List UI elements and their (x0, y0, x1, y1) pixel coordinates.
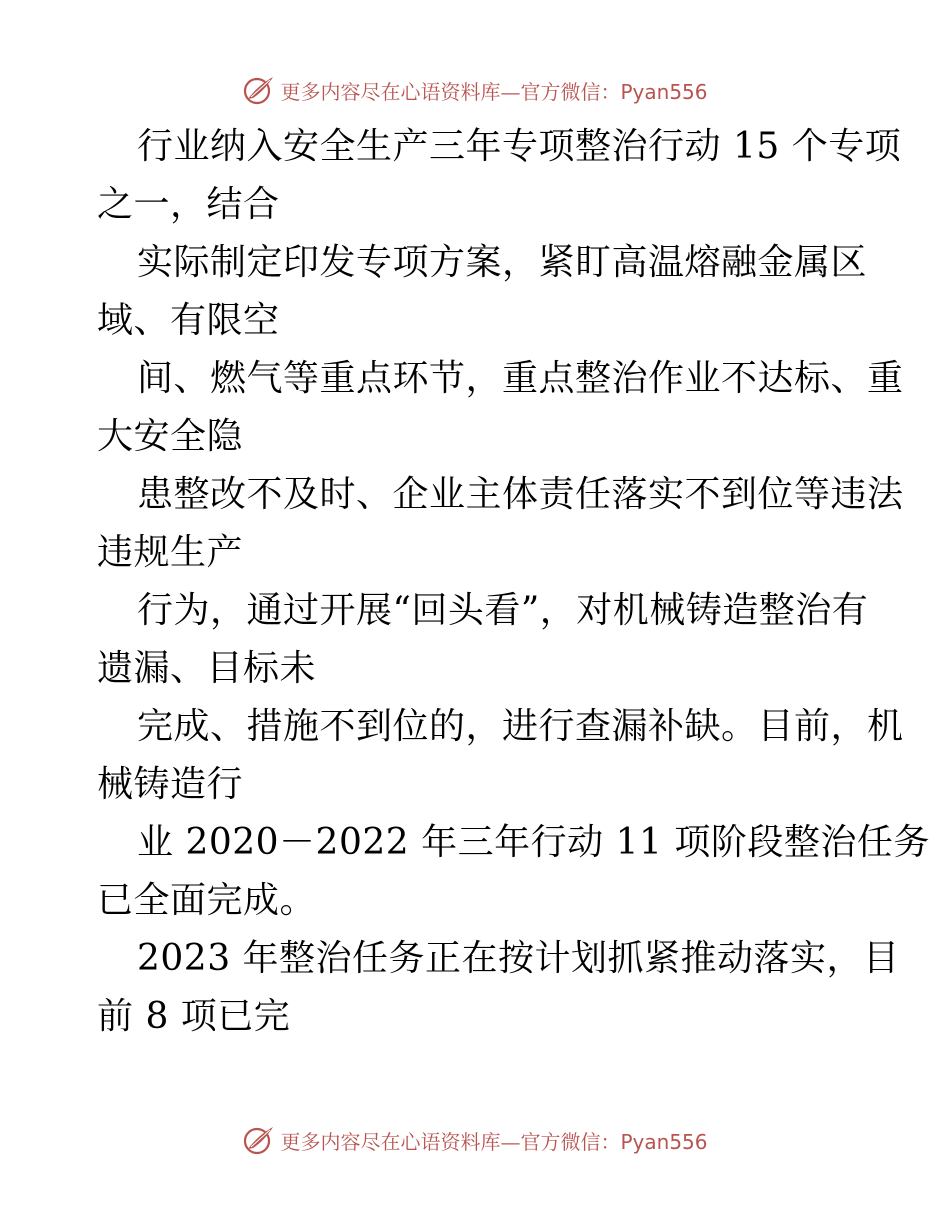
text-line: 行为，通过开展“回头看”，对机械铸造整治有 (137, 590, 869, 631)
text-line: 域、有限空 (97, 300, 280, 341)
header-watermark (0, 70, 950, 110)
text-line: 前 8 项已完 (97, 996, 291, 1037)
text-line: 完成、措施不到位的，进行查漏补缺。目前，机 (137, 706, 904, 747)
text-line: 违规生产 (97, 532, 244, 573)
text-line: 业 2020－2022 年三年行动 11 项阶段整治任务 (137, 822, 930, 863)
text-line: 之一，结合 (97, 184, 280, 225)
text-line: 间、燃气等重点环节，重点整治作业不达标、重 (137, 358, 904, 399)
watermark-text: 更多内容尽在心语资料库—官方微信：Pyan556 (280, 79, 708, 104)
text-line: 械铸造行 (97, 764, 244, 805)
text-line: 行业纳入安全生产三年专项整治行动 15 个专项 (137, 126, 902, 167)
text-line: 2023 年整治任务正在按计划抓紧推动落实，目 (137, 938, 900, 979)
feather-logo-icon (242, 1123, 276, 1157)
text-line: 实际制定印发专项方案，紧盯高温熔融金属区 (137, 242, 868, 283)
document-body (97, 118, 930, 1046)
text-line: 已全面完成。 (97, 880, 317, 921)
text-line: 大安全隐 (97, 416, 244, 457)
footer-watermark (0, 1120, 950, 1160)
text-line: 患整改不及时、企业主体责任落实不到位等违法 (137, 474, 904, 515)
feather-logo-icon (242, 73, 276, 107)
watermark-text: 更多内容尽在心语资料库—官方微信：Pyan556 (280, 1129, 708, 1154)
text-line: 遗漏、目标未 (97, 648, 317, 689)
